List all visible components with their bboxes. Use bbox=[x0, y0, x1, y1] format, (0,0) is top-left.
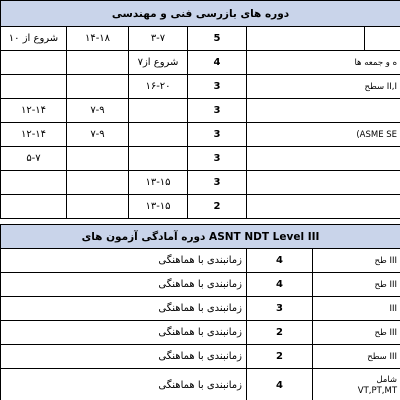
schedule-cell bbox=[129, 147, 188, 171]
course-name-cell bbox=[247, 195, 400, 219]
schedule-cell: ۱۲-۱۴ bbox=[1, 123, 67, 147]
course-name-cell: (ASME SE bbox=[247, 123, 400, 147]
course-name-cell bbox=[247, 99, 400, 123]
table-row bbox=[1, 297, 400, 321]
course-name-cell: طح III bbox=[313, 273, 400, 297]
course-name-cell: طح III bbox=[313, 249, 400, 273]
schedule-cell bbox=[1, 195, 67, 219]
course-name-line: شامل bbox=[376, 374, 398, 385]
schedule-cell: زمانبندی با هماهنگی bbox=[1, 369, 247, 400]
schedule-cell: شروع از۷ bbox=[129, 51, 188, 75]
schedule-cell bbox=[67, 195, 129, 219]
duration-cell: 4 bbox=[247, 249, 313, 273]
schedule-cell: ۵-۷ bbox=[1, 147, 67, 171]
duration-cell: 2 bbox=[247, 321, 313, 345]
schedule-cell: زمانبندی با هماهنگی bbox=[1, 249, 247, 273]
schedule-cell: زمانبندی با هماهنگی bbox=[1, 297, 247, 321]
empty-cell bbox=[365, 27, 400, 51]
schedule-cell: ۱۴-۱۸ bbox=[67, 27, 129, 51]
schedule-cell: زمانبندی با هماهنگی bbox=[1, 273, 247, 297]
duration-cell: 2 bbox=[247, 345, 313, 369]
course-name-cell: III bbox=[313, 297, 400, 321]
table-row bbox=[1, 123, 400, 147]
duration-cell: 4 bbox=[247, 369, 313, 400]
schedule-cell bbox=[129, 123, 188, 147]
schedule-cell: ۷-۹ bbox=[67, 123, 129, 147]
duration-cell: 4 bbox=[188, 51, 247, 75]
duration-cell: 4 bbox=[247, 273, 313, 297]
asnt-level3-table bbox=[0, 224, 400, 400]
course-name-line: VT,PT,MT bbox=[357, 385, 398, 396]
schedule-cell: شروع از ۱۰ bbox=[1, 27, 67, 51]
schedule-cell bbox=[67, 147, 129, 171]
course-name-cell: ه و جمعه ها bbox=[247, 51, 400, 75]
duration-cell: 3 bbox=[188, 147, 247, 171]
schedule-cell bbox=[67, 51, 129, 75]
schedule-cell: ۱۳-۱۵ bbox=[129, 195, 188, 219]
table-row bbox=[1, 273, 400, 297]
schedule-cell bbox=[1, 171, 67, 195]
table-row bbox=[1, 171, 400, 195]
schedule-cell bbox=[67, 171, 129, 195]
schedule-cell: ۱۲-۱۴ bbox=[1, 99, 67, 123]
duration-cell: 3 bbox=[247, 297, 313, 321]
section1-title: دوره های بازرسی فنی و مهندسی bbox=[1, 1, 400, 27]
table-row bbox=[1, 27, 400, 51]
schedule-cell bbox=[1, 75, 67, 99]
table-row bbox=[1, 369, 400, 400]
table-row bbox=[1, 147, 400, 171]
schedule-cell: ۷-۹ bbox=[67, 99, 129, 123]
table-row bbox=[1, 75, 400, 99]
duration-cell: 3 bbox=[188, 75, 247, 99]
table-row bbox=[1, 249, 400, 273]
course-name-cell: سطح II,I bbox=[247, 75, 400, 99]
section2-title: دوره آمادگی آزمون های ASNT NDT Level III bbox=[1, 225, 400, 249]
table-row bbox=[1, 51, 400, 75]
table-row bbox=[1, 321, 400, 345]
duration-cell: 3 bbox=[188, 123, 247, 147]
course-name-cell bbox=[247, 27, 365, 51]
table-row bbox=[1, 195, 400, 219]
schedule-cell: زمانبندی با هماهنگی bbox=[1, 321, 247, 345]
schedule-cell bbox=[1, 51, 67, 75]
course-name-cell: طح III bbox=[313, 321, 400, 345]
duration-cell: 3 bbox=[188, 171, 247, 195]
schedule-cell bbox=[67, 75, 129, 99]
schedule-cell: ۳-۷ bbox=[129, 27, 188, 51]
duration-cell: 5 bbox=[188, 27, 247, 51]
duration-cell: 3 bbox=[188, 99, 247, 123]
table-row bbox=[1, 99, 400, 123]
table-row bbox=[1, 345, 400, 369]
schedule-cell: زمانبندی با هماهنگی bbox=[1, 345, 247, 369]
course-name-cell bbox=[247, 147, 400, 171]
course-name-cell bbox=[313, 369, 400, 400]
schedule-cell: ۱۳-۱۵ bbox=[129, 171, 188, 195]
course-name-cell bbox=[247, 171, 400, 195]
duration-cell: 2 bbox=[188, 195, 247, 219]
course-name-cell: سطح III bbox=[313, 345, 400, 369]
schedule-cell bbox=[129, 99, 188, 123]
schedule-cell: ۱۶-۲۰ bbox=[129, 75, 188, 99]
